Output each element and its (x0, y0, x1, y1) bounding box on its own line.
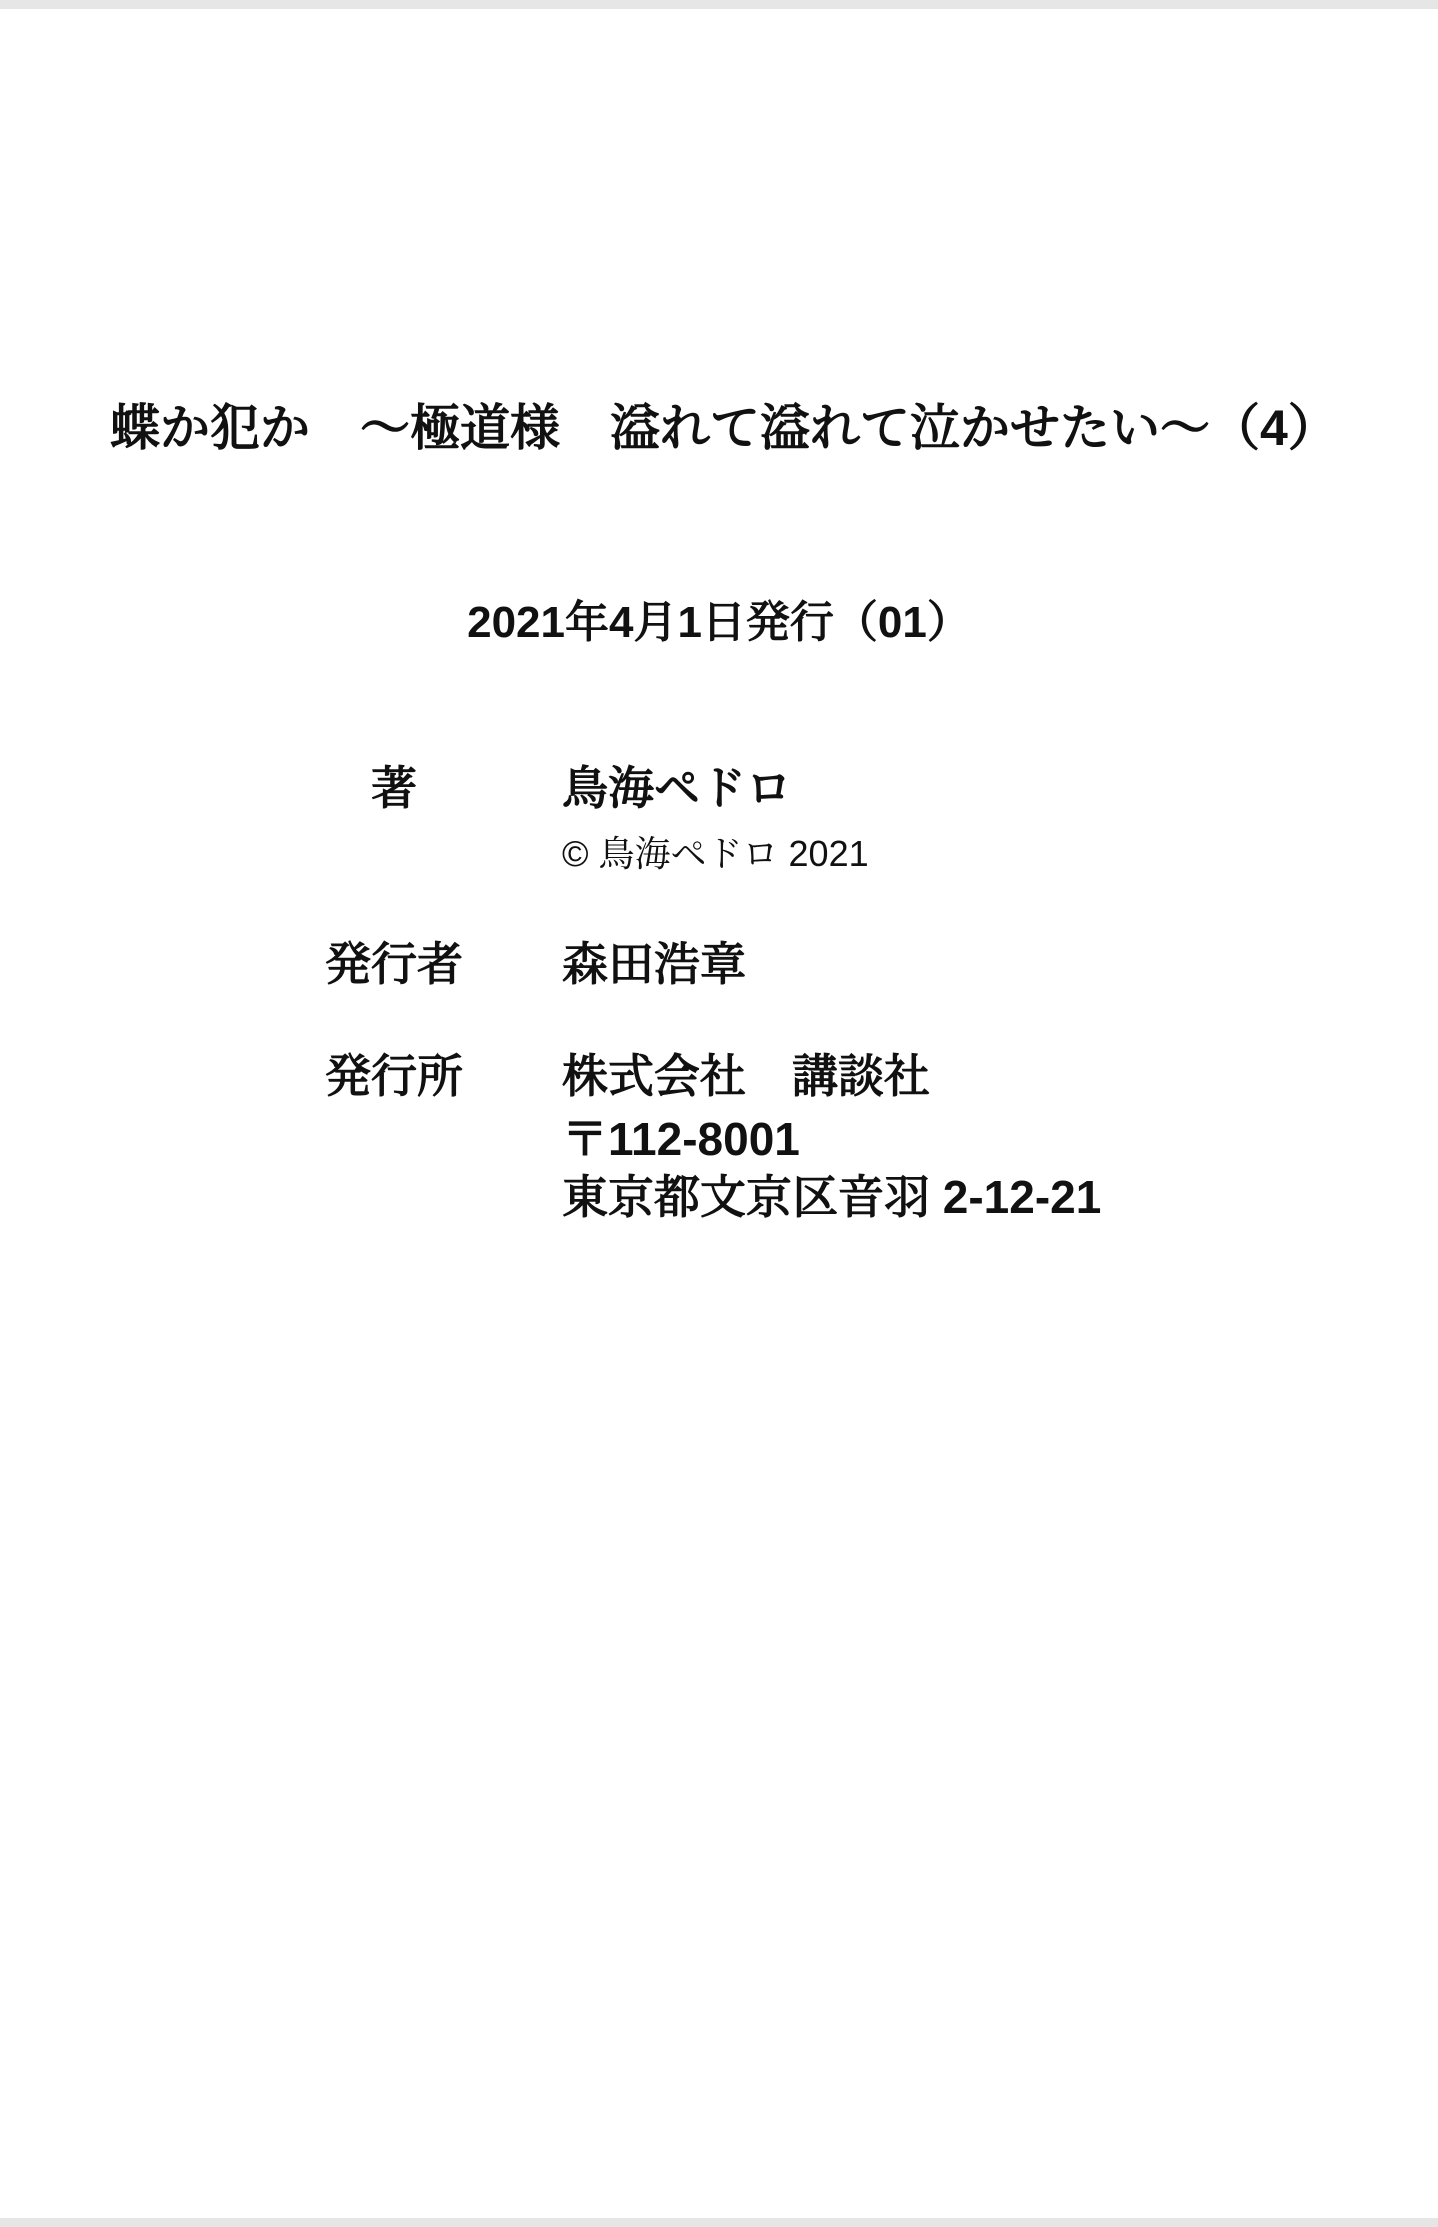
publisher-person-name: 森田浩章 (562, 938, 746, 990)
book-title: 蝶か犯か ～極道様 溢れて溢れて泣かせたい～（4） (110, 400, 1338, 456)
publisher-person-label: 発行者 (325, 938, 463, 990)
copyright-line: © 鳥海ペドロ 2021 (562, 833, 869, 874)
author-label: 著 (371, 762, 417, 814)
publisher-address: 東京都文京区音羽 2-12-21 (562, 1171, 1102, 1223)
bottom-edge-bar (0, 2218, 1438, 2227)
publisher-office-row (325, 1040, 930, 1106)
author-row (325, 752, 792, 818)
publisher-office-name: 株式会社 講談社 (562, 1050, 930, 1102)
issue-date-line: 2021年4月1日発行（01） (467, 598, 971, 647)
publisher-person-row (325, 928, 746, 994)
top-edge-bar (0, 0, 1438, 9)
publisher-postal-code: 〒112-8001 (562, 1113, 800, 1165)
publisher-office-label: 発行所 (325, 1050, 463, 1102)
author-name: 鳥海ペドロ (562, 762, 792, 814)
